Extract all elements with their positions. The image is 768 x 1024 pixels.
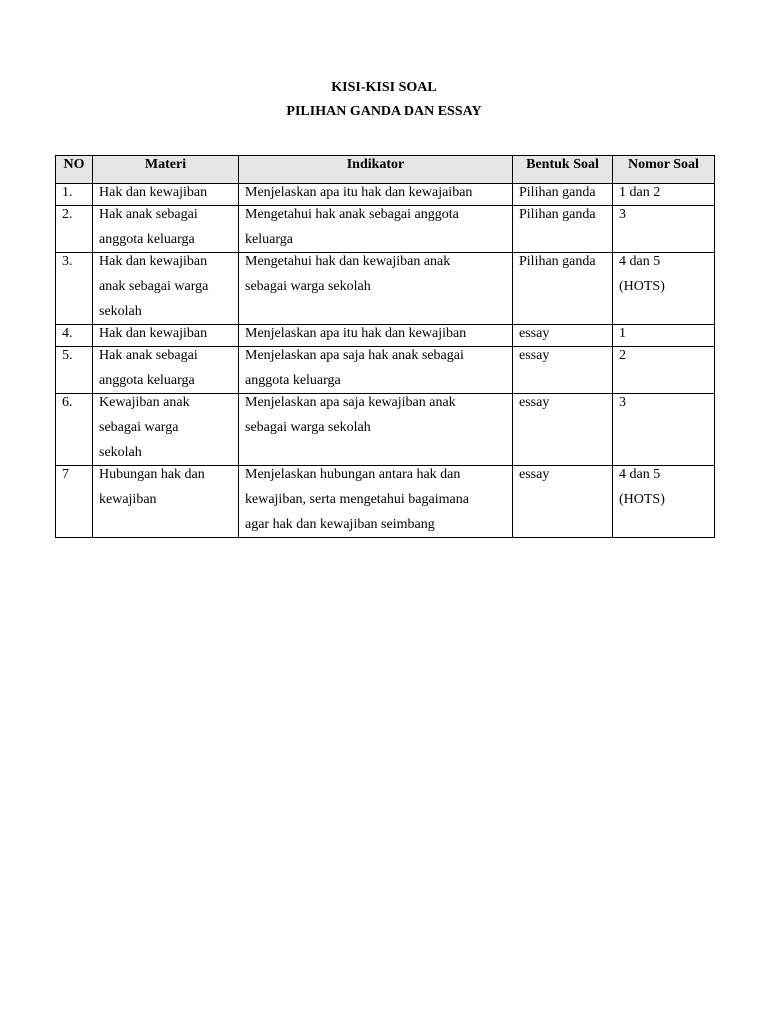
cell-materi: Hak anak sebagai anggota keluarga (93, 347, 239, 394)
header-nomor-soal: Nomor Soal (613, 156, 715, 184)
cell-bentuk-soal: essay (513, 347, 613, 394)
cell-materi: Hak dan kewajiban anak sebagai warga sekolah (93, 253, 239, 325)
table-row (56, 394, 715, 466)
table-row (56, 466, 715, 538)
cell-indikator: Menjelaskan apa saja kewajiban anak sebagai warga sekolah (239, 394, 513, 466)
cell-materi: Hubungan hak dan kewajiban (93, 466, 239, 538)
kisi-kisi-table (55, 155, 715, 538)
cell-no: 6. (56, 394, 93, 466)
header-no: NO (56, 156, 93, 184)
table-header-row (56, 156, 715, 184)
cell-nomor-soal: 1 dan 2 (613, 184, 715, 206)
cell-nomor-soal: 1 (613, 325, 715, 347)
cell-indikator: Menjelaskan apa saja hak anak sebagai anggota keluarga (239, 347, 513, 394)
header-bentuk-soal: Bentuk Soal (513, 156, 613, 184)
document-subtitle: PILIHAN GANDA DAN ESSAY (286, 104, 482, 119)
cell-no: 7 (56, 466, 93, 538)
cell-materi: Hak anak sebagai anggota keluarga (93, 206, 239, 253)
cell-materi: Hak dan kewajiban (93, 184, 239, 206)
cell-indikator: Mengetahui hak dan kewajiban anak sebagai warga sekolah (239, 253, 513, 325)
table-row (56, 325, 715, 347)
cell-indikator: Menjelaskan apa itu hak dan kewajaiban (239, 184, 513, 206)
cell-bentuk-soal: essay (513, 466, 613, 538)
header-indikator: Indikator (239, 156, 513, 184)
cell-no: 5. (56, 347, 93, 394)
cell-indikator: Menjelaskan apa itu hak dan kewajiban (239, 325, 513, 347)
cell-indikator: Menjelaskan hubungan antara hak dan kewajiban, serta mengetahui bagaimana agar hak dan kewajiban seimbang (239, 466, 513, 538)
cell-bentuk-soal: Pilihan ganda (513, 253, 613, 325)
cell-nomor-soal: 3 (613, 206, 715, 253)
table-row (56, 253, 715, 325)
cell-materi: Hak dan kewajiban (93, 325, 239, 347)
cell-no: 1. (56, 184, 93, 206)
cell-no: 3. (56, 253, 93, 325)
cell-no: 2. (56, 206, 93, 253)
cell-bentuk-soal: essay (513, 394, 613, 466)
cell-bentuk-soal: Pilihan ganda (513, 184, 613, 206)
cell-nomor-soal: 4 dan 5 (HOTS) (613, 253, 715, 325)
cell-bentuk-soal: essay (513, 325, 613, 347)
document-title: KISI-KISI SOAL (331, 80, 437, 95)
cell-nomor-soal: 2 (613, 347, 715, 394)
cell-nomor-soal: 4 dan 5 (HOTS) (613, 466, 715, 538)
cell-bentuk-soal: Pilihan ganda (513, 206, 613, 253)
cell-no: 4. (56, 325, 93, 347)
cell-materi: Kewajiban anak sebagai warga sekolah (93, 394, 239, 466)
header-materi: Materi (93, 156, 239, 184)
cell-nomor-soal: 3 (613, 394, 715, 466)
table-row (56, 184, 715, 206)
table-row (56, 206, 715, 253)
cell-indikator: Mengetahui hak anak sebagai anggota keluarga (239, 206, 513, 253)
table-row (56, 347, 715, 394)
